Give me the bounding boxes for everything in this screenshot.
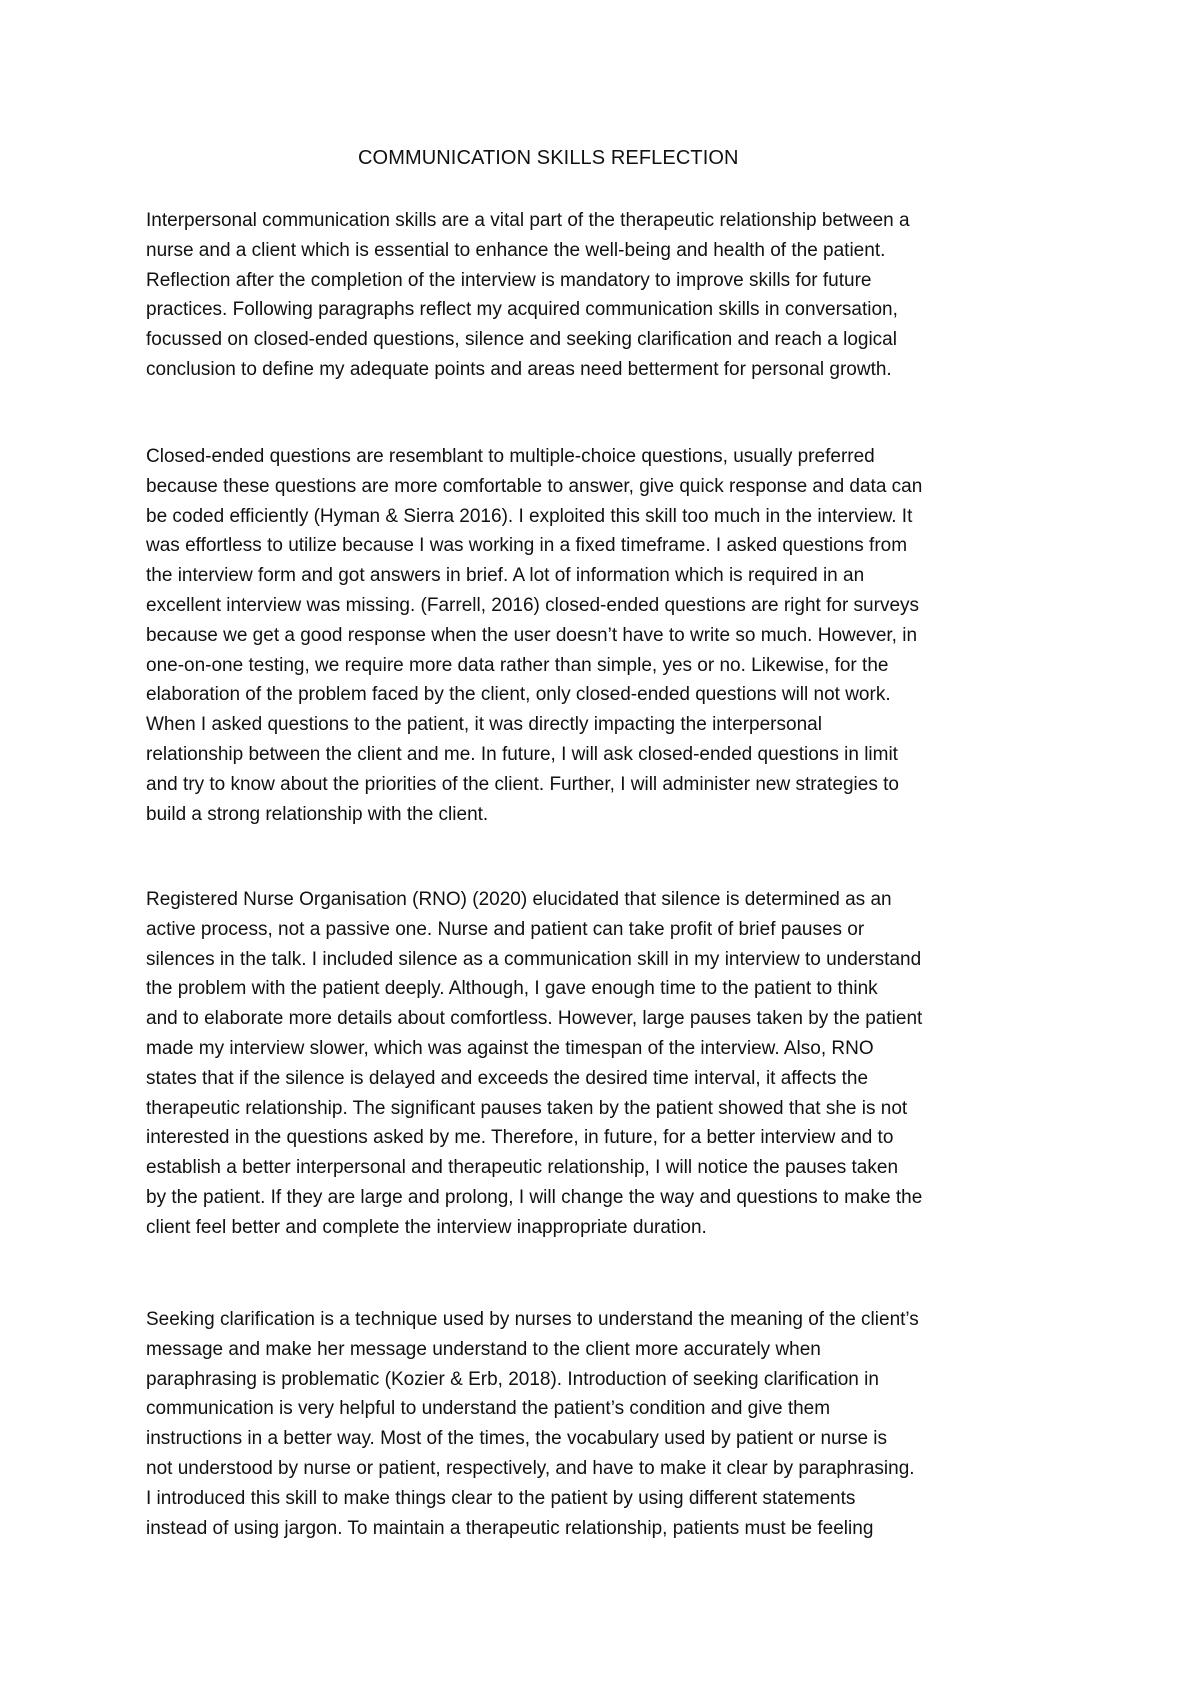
text-line: interested in the questions asked by me. Therefore, in future, for a better interview and to — [146, 1127, 894, 1149]
text-line: elaboration of the problem faced by the client, only closed-ended questions will not work. — [146, 684, 891, 706]
document-title: COMMUNICATION SKILLS REFLECTION — [358, 147, 739, 169]
text-line: nurse and a client which is essential to enhance the well-being and health of the patient. — [146, 239, 886, 261]
text-line: by the patient. If they are large and prolong, I will change the way and questions to make the — [146, 1186, 923, 1208]
text-line: Seeking clarification is a technique used by nurses to understand the meaning of the client’s — [146, 1309, 919, 1330]
text-line: message and make her message understand to the client more accurately when — [146, 1338, 821, 1360]
paragraph-closed-ended-questions — [146, 442, 1076, 829]
text-line: conclusion to define my adequate points and areas need betterment for personal growth. — [146, 358, 892, 380]
text-line: made my interview slower, which was against the timespan of the interview. Also, RNO — [146, 1037, 874, 1059]
text-line: client feel better and complete the interview inappropriate duration. — [146, 1216, 707, 1238]
text-line: instead of using jargon. To maintain a therapeutic relationship, patients must be feeling — [146, 1517, 874, 1539]
paragraph-seeking-clarification — [146, 1305, 1076, 1543]
text-line: because these questions are more comfortable to answer, give quick response and data can — [146, 475, 923, 497]
text-line: the problem with the patient deeply. Although, I gave enough time to the patient to think — [146, 978, 878, 1000]
text-line: build a strong relationship with the client. — [146, 803, 489, 825]
text-line: Reflection after the completion of the interview is mandatory to improve skills for future — [146, 269, 872, 291]
text-line: When I asked questions to the patient, it was directly impacting the interpersonal — [146, 714, 822, 736]
text-line: and to elaborate more details about comfortless. However, large pauses taken by the patient — [146, 1008, 923, 1030]
text-line: relationship between the client and me. In future, I will ask closed-ended questions in limit — [146, 743, 898, 765]
text-line: focussed on closed-ended questions, silence and seeking clarification and reach a logical — [146, 329, 897, 351]
paragraph-introduction — [146, 206, 1076, 385]
text-line: and try to know about the priorities of the client. Further, I will administer new strategies to — [146, 773, 899, 795]
text-line: I introduced this skill to make things clear to the patient by using different statements — [146, 1487, 856, 1509]
text-line: active process, not a passive one. Nurse and patient can take profit of brief pauses or — [146, 918, 865, 940]
text-line: establish a better interpersonal and therapeutic relationship, I will notice the pauses taken — [146, 1157, 899, 1179]
text-line: was effortless to utilize because I was working in a fixed timeframe. I asked questions from — [146, 535, 908, 557]
text-line: silences in the talk. I included silence as a communication skill in my interview to understand — [146, 948, 922, 970]
paragraph-silence — [146, 885, 1076, 1243]
text-line: communication is very helpful to understand the patient’s condition and give them — [146, 1398, 831, 1420]
text-line: Registered Nurse Organisation (RNO) (2020) elucidated that silence is determined as an — [146, 889, 892, 910]
text-line: paraphrasing is problematic (Kozier & Erb, 2018). Introduction of seeking clarification in — [146, 1368, 879, 1390]
text-line: practices. Following paragraphs reflect my acquired communication skills in conversation, — [146, 299, 898, 321]
text-line: states that if the silence is delayed and exceeds the desired time interval, it affects the — [146, 1067, 869, 1089]
text-line: one-on-one testing, we require more data rather than simple, yes or no. Likewise, for the — [146, 654, 889, 676]
text-line: Closed-ended questions are resemblant to multiple-choice questions, usually preferred — [146, 446, 875, 467]
text-line: be coded efficiently (Hyman & Sierra 2016). I exploited this skill too much in the interview. It — [146, 505, 913, 527]
text-line: Interpersonal communication skills are a vital part of the therapeutic relationship between a — [146, 210, 910, 231]
text-line: not understood by nurse or patient, respectively, and have to make it clear by paraphrasing. — [146, 1457, 915, 1479]
text-line: instructions in a better way. Most of the times, the vocabulary used by patient or nurse is — [146, 1428, 888, 1450]
text-line: excellent interview was missing. (Farrell, 2016) closed-ended questions are right for surveys — [146, 594, 920, 616]
text-line: because we get a good response when the user doesn’t have to write so much. However, in — [146, 624, 918, 646]
text-line: therapeutic relationship. The significant pauses taken by the patient showed that she is not — [146, 1097, 908, 1119]
text-line: the interview form and got answers in brief. A lot of information which is required in an — [146, 565, 865, 587]
